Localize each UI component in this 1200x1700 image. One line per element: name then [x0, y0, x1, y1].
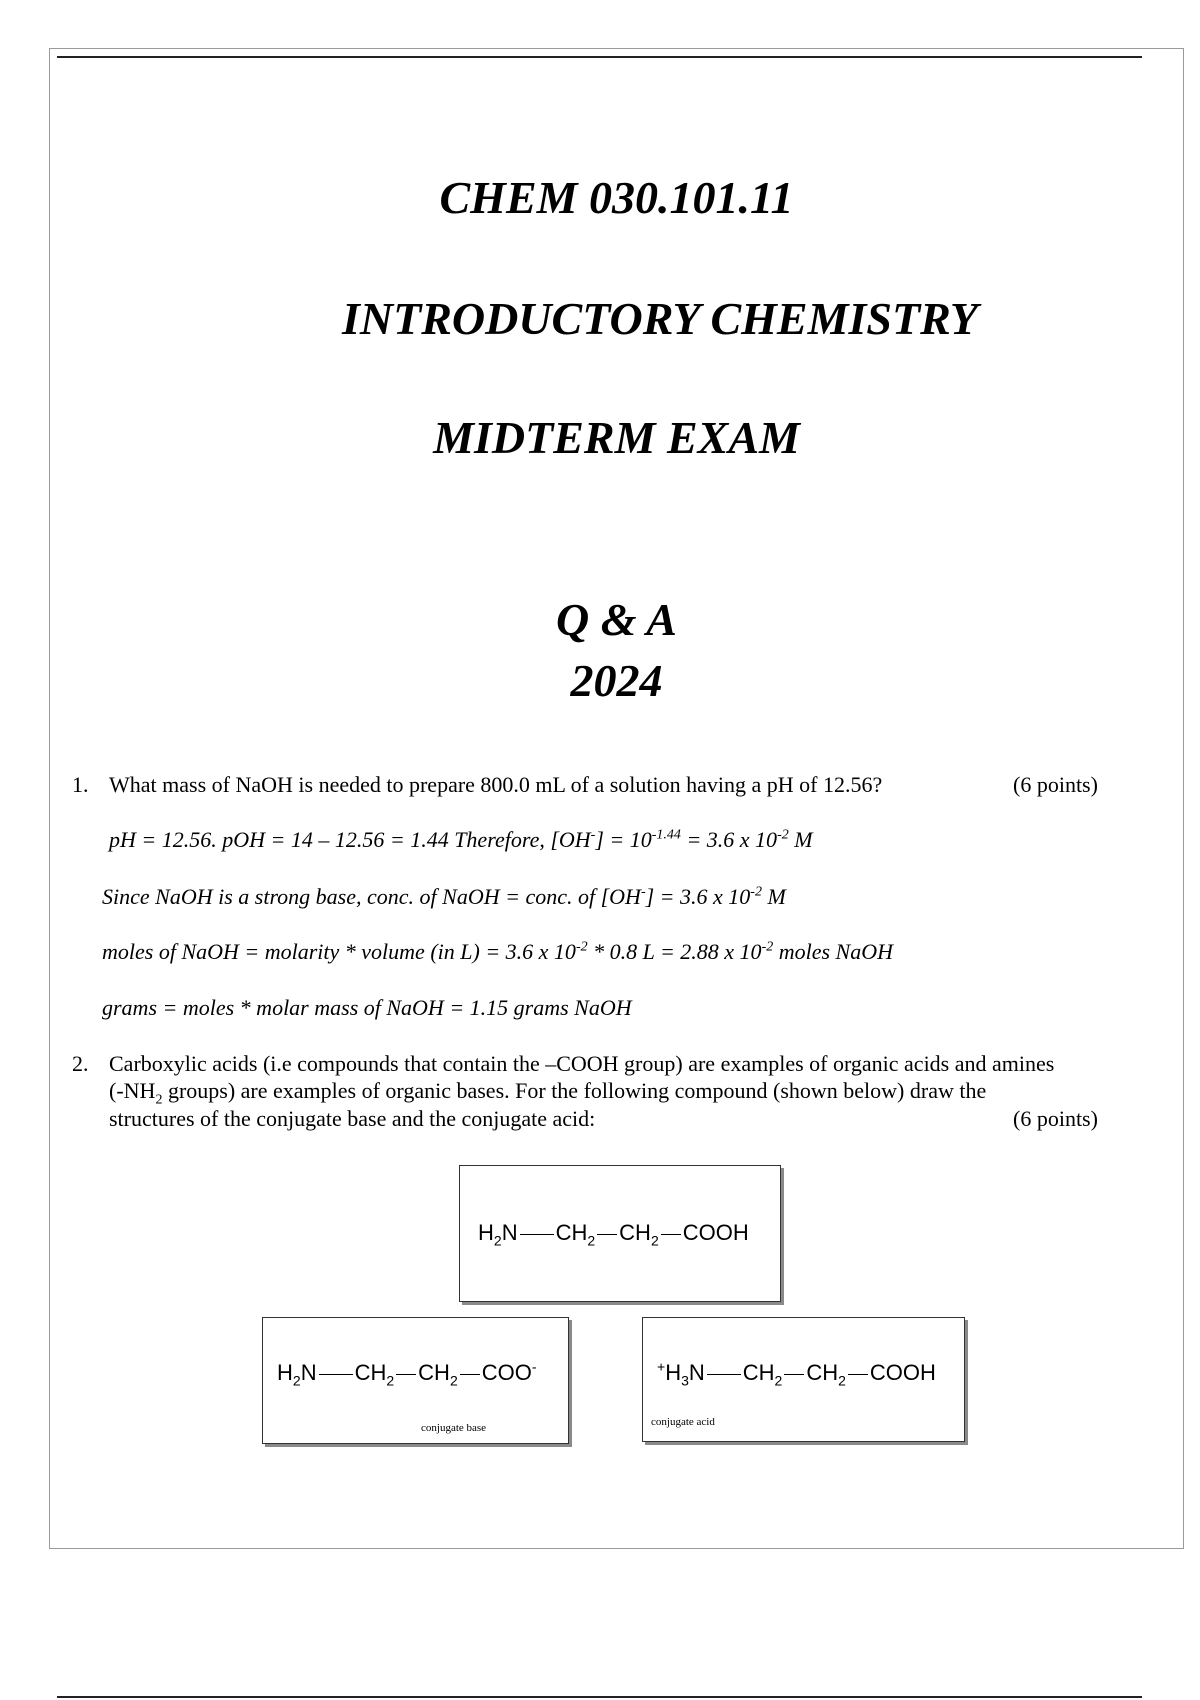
compound-box — [459, 1165, 781, 1302]
conjugate-base-formula: $H_2N$ $CH_2$ $CH_2$ COO- — [277, 1358, 537, 1389]
course-name: INTRODUCTORY CHEMISTRY — [341, 293, 979, 344]
bond — [396, 1374, 416, 1375]
conjugate-base-box — [262, 1317, 569, 1444]
answer-1-line-1: pH = 12.56. pOH = 14 – 12.56 = 1.44 Therefore, $[OH^-] = 10^{-1.44} = 3.6$ x $10^{-2}$ M — [109, 827, 813, 852]
bottom-rule — [57, 1696, 1142, 1698]
conjugate-base-caption: conjugate base — [421, 1422, 487, 1434]
question-1-text: What mass of NaOH is needed to prepare 800.0 mL of a solution having a pH of 12.56? — [109, 772, 883, 797]
bond — [520, 1234, 554, 1235]
conjugate-acid-caption: conjugate acid — [651, 1416, 715, 1428]
compound-formula: $H_2N$ $CH_2$ $CH_2$ COOH — [478, 1220, 749, 1249]
answer-1-line-3: moles of NaOH = molarity * volume (in L) = 3.6 x $10^{-2} * 0.8$ L = 2.88 x $10^{-2}$ moles NaOH — [102, 939, 894, 964]
answer-1-line-4: grams = moles * molar mass of NaOH = 1.15 grams NaOH — [102, 995, 632, 1020]
exam-year: 2024 — [570, 655, 663, 706]
question-2-line-1: Carboxylic acids (i.e compounds that contain the –COOH group) are examples of organic acids and amines — [109, 1051, 1055, 1076]
top-rule — [57, 56, 1142, 58]
bond — [707, 1374, 741, 1375]
qa-label: Q & A — [556, 594, 677, 645]
bond — [597, 1234, 617, 1235]
question-2-line-2: ($-NH_2$ groups) are examples of organic bases. For the following compound (shown below) draw the — [109, 1078, 987, 1108]
question-2-line-3: structures of the conjugate base and the conjugate acid: — [109, 1106, 596, 1131]
question-1-number: 1. — [72, 772, 89, 797]
bond — [848, 1374, 868, 1375]
exam-type: MIDTERM EXAM — [433, 412, 800, 463]
bond — [661, 1234, 681, 1235]
question-2-number: 2. — [72, 1051, 89, 1076]
bond — [784, 1374, 804, 1375]
course-code: CHEM 030.101.11 — [439, 172, 794, 223]
conjugate-acid-box — [642, 1317, 965, 1442]
question-1-points: (6 points) — [1013, 772, 1098, 797]
answer-1-line-2: Since NaOH is a strong base, conc. of NaOH = conc. of [OH-] = 3.6 x $10^{-2}$ M — [102, 884, 786, 909]
bond — [460, 1374, 480, 1375]
question-2-points: (6 points) — [1013, 1106, 1098, 1131]
bond — [319, 1374, 353, 1375]
conjugate-acid-formula: $^+H_3N$ $CH_2$ $CH_2$ COOH — [657, 1358, 936, 1389]
